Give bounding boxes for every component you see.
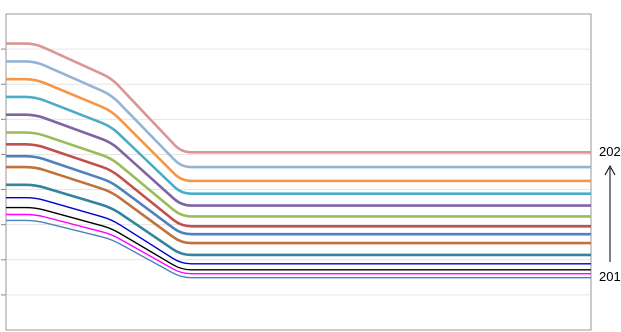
annotation-201: 201 — [599, 269, 621, 284]
series-line-4 — [6, 97, 591, 194]
axes — [6, 14, 591, 330]
annotations — [599, 144, 621, 284]
series-line-6 — [6, 133, 591, 217]
series-lines — [6, 44, 591, 278]
plot-frame — [6, 14, 591, 330]
series-line-5 — [6, 115, 591, 206]
annotation-202: 202 — [599, 144, 621, 159]
series-line-3 — [6, 79, 591, 181]
